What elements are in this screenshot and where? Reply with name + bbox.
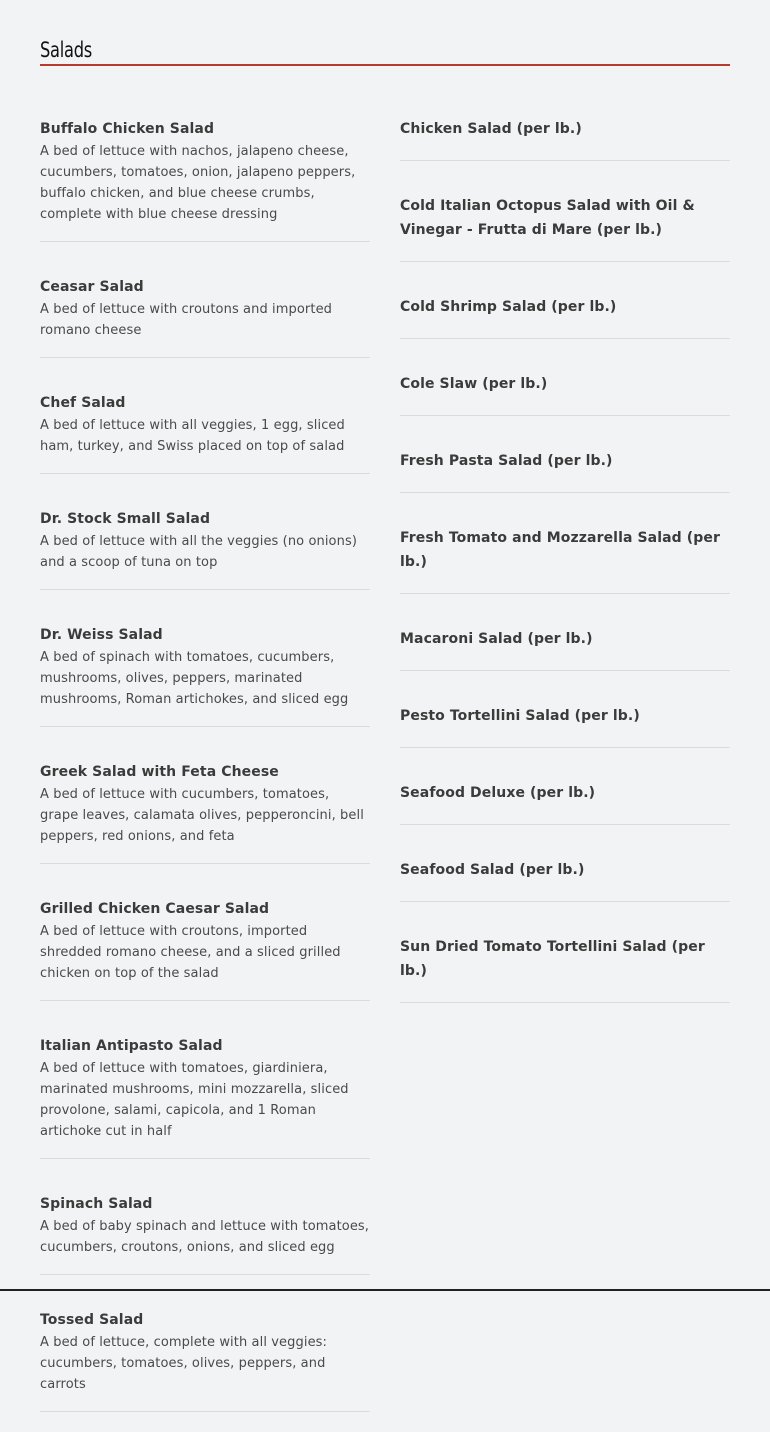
menu-item <box>400 614 730 671</box>
menu-item <box>400 359 730 416</box>
menu-item-name: Cole Slaw (per lb.) <box>400 376 548 392</box>
menu-item <box>40 747 370 864</box>
menu-item-description: A bed of lettuce with all veggies, 1 egg, sliced ham, turkey, and Swiss placed on top of salad <box>40 418 345 454</box>
menu-item <box>400 104 730 161</box>
menu-item <box>400 768 730 825</box>
menu-item-name: Seafood Deluxe (per lb.) <box>400 785 596 801</box>
menu-item-name: Buffalo Chicken Salad <box>40 121 215 137</box>
menu-item <box>40 610 370 727</box>
menu-item <box>400 513 730 594</box>
section-title: Salads <box>40 38 92 62</box>
title-divider <box>40 64 730 66</box>
menu-item-name: Italian Antipasto Salad <box>40 1038 223 1054</box>
menu-item <box>400 282 730 339</box>
menu-item-name: Spinach Salad <box>40 1196 153 1212</box>
menu-item-name: Grilled Chicken Caesar Salad <box>40 901 270 917</box>
menu-item <box>40 104 370 242</box>
menu-item-name: Fresh Pasta Salad (per lb.) <box>400 453 613 469</box>
menu-item <box>40 378 370 474</box>
menu-item-name: Greek Salad with Feta Cheese <box>40 764 279 780</box>
menu-item <box>400 436 730 493</box>
menu-item-name: Chef Salad <box>40 395 126 411</box>
menu-item-name: Dr. Stock Small Salad <box>40 511 211 527</box>
menu-item-name: Dr. Weiss Salad <box>40 627 163 643</box>
menu-item <box>40 1021 370 1159</box>
menu-item-name: Chicken Salad (per lb.) <box>400 121 582 137</box>
menu-item-name: Cold Shrimp Salad (per lb.) <box>400 299 617 315</box>
menu-item-name: Ceasar Salad <box>40 279 144 295</box>
menu-item-name: Seafood Salad (per lb.) <box>400 862 585 878</box>
left-menu-column <box>40 104 370 1432</box>
menu-item <box>400 845 730 902</box>
menu-item-description: A bed of lettuce with croutons and imported romano cheese <box>40 302 333 338</box>
menu-item-description: A bed of lettuce with all the veggies (no onions) and a scoop of tuna on top <box>40 534 357 570</box>
menu-item <box>400 181 730 262</box>
menu-item <box>40 494 370 590</box>
menu-item-description: A bed of lettuce with croutons, imported shredded romano cheese, and a sliced grilled chicken on top of the salad <box>40 924 341 981</box>
menu-item-description: A bed of baby spinach and lettuce with tomatoes, cucumbers, croutons, onions, and sliced egg <box>40 1219 370 1255</box>
menu-item-name: Sun Dried Tomato Tortellini Salad (per lb.) <box>400 939 705 979</box>
menu-item-description: A bed of lettuce with tomatoes, giardiniera, marinated mushrooms, mini mozzarella, sliced provolone, salami, capicola, and 1 Roman artichoke cut in half <box>40 1061 349 1139</box>
menu-item-name: Tossed Salad <box>40 1312 144 1328</box>
menu-item-name: Fresh Tomato and Mozzarella Salad (per lb.) <box>400 530 720 570</box>
menu-item <box>40 1179 370 1275</box>
menu-item <box>400 691 730 748</box>
menu-item <box>40 884 370 1001</box>
menu-item-name: Pesto Tortellini Salad (per lb.) <box>400 708 640 724</box>
menu-item-description: A bed of lettuce, complete with all veggies: cucumbers, tomatoes, olives, peppers, and carrots <box>40 1335 328 1392</box>
menu-item-description: A bed of lettuce with cucumbers, tomatoes, grape leaves, calamata olives, pepperoncini, bell peppers, red onions, and feta <box>40 787 364 844</box>
menu-item-description: A bed of lettuce with nachos, jalapeno cheese, cucumbers, tomatoes, onion, jalapeno peppers, buffalo chicken, and blue cheese crumbs, complete with blue cheese dressing <box>40 144 356 222</box>
menu-item-description: A bed of spinach with tomatoes, cucumbers, mushrooms, olives, peppers, marinated mushrooms, Roman artichokes, and sliced egg <box>40 650 349 707</box>
menu-item-name: Macaroni Salad (per lb.) <box>400 631 593 647</box>
menu-item <box>400 922 730 1003</box>
menu-item <box>40 1295 370 1412</box>
right-menu-column <box>400 104 730 1023</box>
menu-item <box>40 262 370 358</box>
menu-item-name: Cold Italian Octopus Salad with Oil & Vinegar - Frutta di Mare (per lb.) <box>400 198 695 238</box>
